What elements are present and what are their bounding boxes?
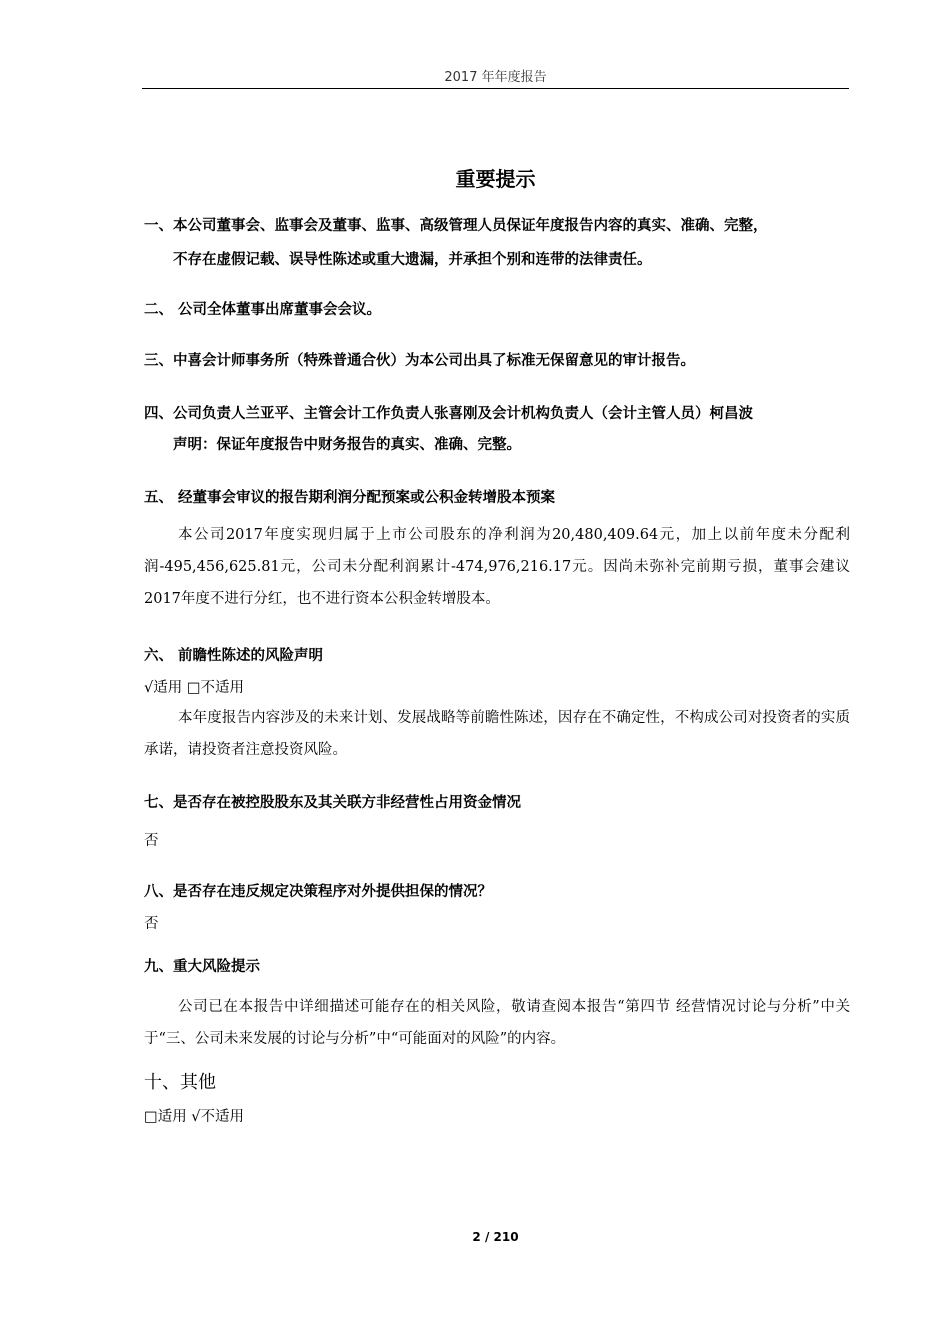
section-6-heading: 六、 前瞻性陈述的风险声明: [144, 648, 324, 664]
section-9: [144, 953, 850, 1055]
section-10-heading: 十、其他: [144, 1072, 216, 1093]
section-2: [144, 296, 850, 324]
section-6: [144, 642, 850, 766]
section-6-applicability: √适用 □不适用: [144, 680, 245, 696]
section-10: [144, 1069, 850, 1131]
section-2-text: 二、 公司全体董事出席董事会会议。: [144, 302, 382, 318]
page-number: 2 / 210: [472, 1230, 519, 1244]
section-4-line2: 声明：保证年度报告中财务报告的真实、准确、完整。: [173, 437, 521, 453]
page-header: 2017 年年度报告: [444, 70, 547, 85]
section-10-applicability: □适用 √不适用: [144, 1109, 245, 1125]
section-3-text: 三、中喜会计师事务所（特殊普通合伙）为本公司出具了标准无保留意见的审计报告。: [144, 353, 695, 369]
section-7-answer: 否: [144, 833, 159, 849]
section-5-heading: 五、 经董事会审议的报告期利润分配预案或公积金转增股本预案: [144, 490, 556, 506]
section-1: [144, 212, 850, 274]
section-3: [144, 347, 850, 375]
section-1-line2: 不存在虚假记载、误导性陈述或重大遗漏，并承担个别和连带的法律责任。: [173, 252, 652, 268]
section-8: [144, 878, 850, 938]
section-5-body: 本公司2017年度实现归属于上市公司股东的净利润为20,480,409.64元，加上以前年度未分配利润-495,456,625.81元，公司未分配利润累计-474,976,216.17元。因尚未弥补完前期亏损，董事会建议2017年度不进行分红，也不进行资本公积金转增股本。: [144, 527, 850, 607]
section-1-line1: 一、本公司董事会、监事会及董事、监事、高级管理人员保证年度报告内容的真实、准确、完整，: [144, 218, 768, 234]
section-5: [144, 484, 850, 615]
section-7: [144, 789, 850, 855]
section-4: [144, 400, 850, 459]
section-8-heading: 八、是否存在违反规定决策程序对外提供担保的情况？: [144, 884, 492, 900]
section-7-heading: 七、是否存在被控股股东及其关联方非经营性占用资金情况: [144, 795, 521, 811]
section-9-body: 公司已在本报告中详细描述可能存在的相关风险，敬请查阅本报告“第四节 经营情况讨论与分析”中关于“三、公司未来发展的讨论与分析”中“可能面对的风险”的内容。: [144, 999, 850, 1047]
page-title: 重要提示: [455, 167, 536, 191]
section-8-answer: 否: [144, 916, 159, 932]
header-divider: [142, 88, 849, 89]
section-4-line1: 四、公司负责人兰亚平、主管会计工作负责人张喜刚及会计机构负责人（会计主管人员）柯昌波: [144, 406, 753, 422]
section-9-heading: 九、重大风险提示: [144, 959, 260, 975]
section-6-body: 本年度报告内容涉及的未来计划、发展战略等前瞻性陈述，因存在不确定性，不构成公司对投资者的实质承诺，请投资者注意投资风险。: [144, 710, 850, 758]
